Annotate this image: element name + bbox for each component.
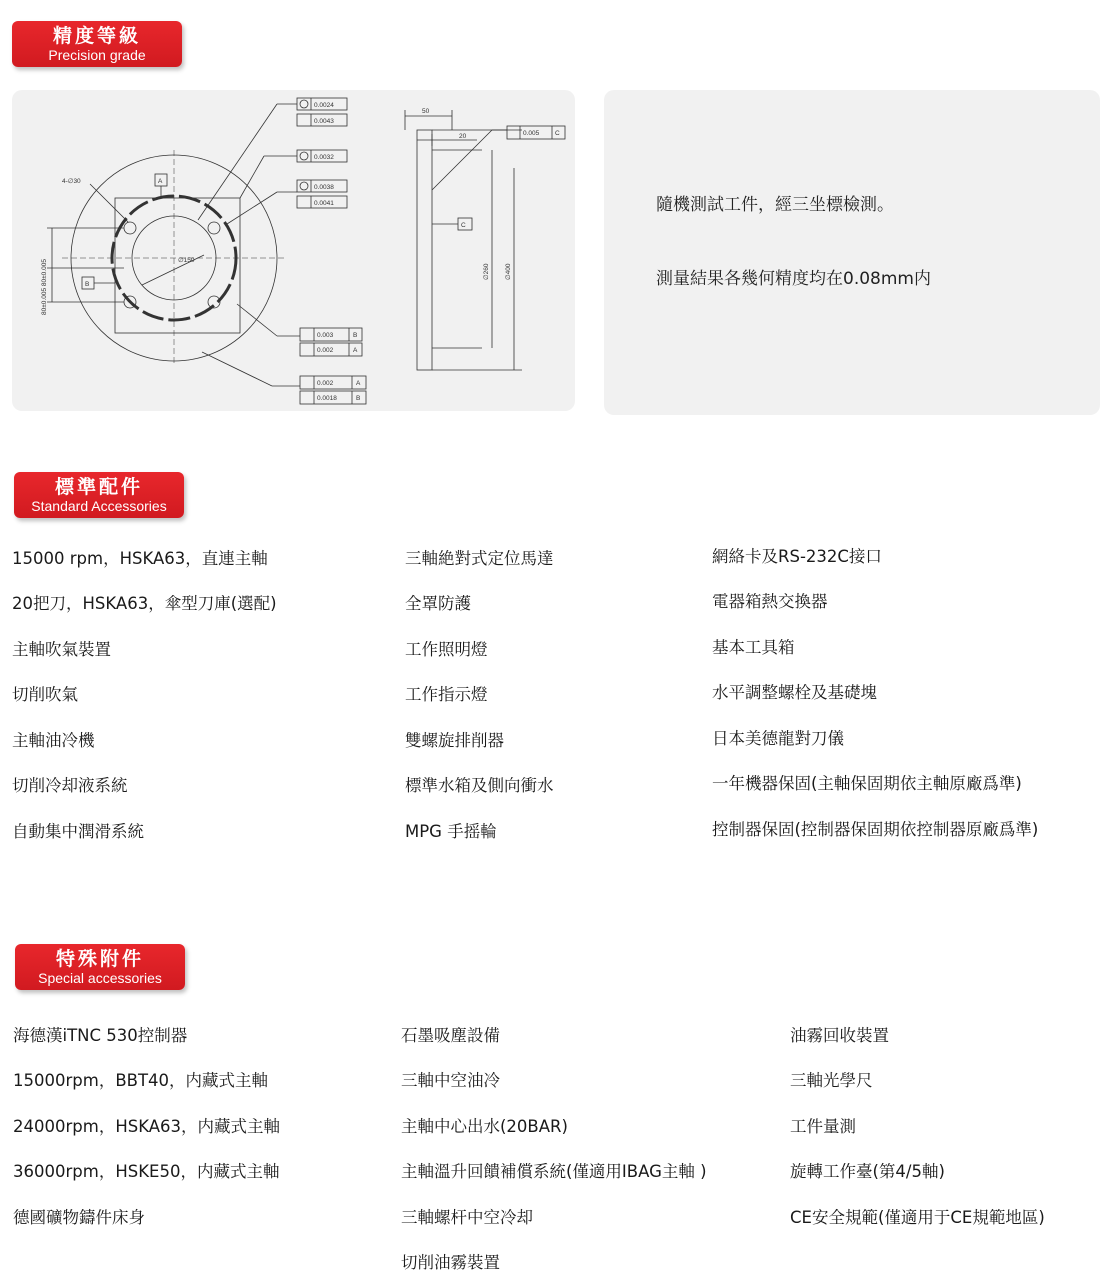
list-item: 一年機器保固(主軸保固期依主軸原廠爲準)	[712, 774, 1022, 793]
tol-value: 0.002	[317, 380, 334, 387]
list-item: 三軸光學尺	[790, 1071, 873, 1090]
section-title-en: Standard Accessories	[31, 498, 167, 514]
drawing-panel	[12, 90, 575, 411]
dim-20: 20	[459, 133, 467, 140]
datum-b-label: B	[85, 281, 90, 288]
list-item: 工作指示燈	[405, 685, 488, 704]
dim-50: 50	[422, 108, 430, 115]
list-item: 標準水箱及側向衝水	[405, 776, 554, 795]
list-item: 切削冷却液系統	[12, 776, 128, 795]
list-item: MPG 手摇輪	[405, 822, 497, 841]
precision-grade-badge	[12, 21, 182, 67]
datum-a-label: A	[158, 178, 163, 185]
datum-ref: A	[353, 347, 358, 354]
tol-value: 0.0038	[314, 184, 334, 191]
section-title-zh: 精度等級	[52, 25, 141, 47]
list-item: 主軸溫升回饋補償系統(僅適用IBAG主軸 )	[401, 1162, 707, 1181]
precision-text-panel	[604, 90, 1100, 415]
tol-value: 0.0018	[317, 395, 337, 402]
list-item: 日本美德龍對刀儀	[712, 729, 844, 748]
datum-ref: B	[353, 332, 358, 339]
section-title-en: Precision grade	[48, 47, 146, 63]
tol-value: 0.002	[317, 347, 334, 354]
list-item: 全罩防護	[405, 594, 471, 613]
list-item: 24000rpm，HSKA63，内藏式主軸	[13, 1117, 281, 1136]
list-item: 海德漢iTNC 530控制器	[13, 1026, 188, 1045]
list-item: 石墨吸塵設備	[401, 1026, 500, 1045]
list-item: 雙螺旋排削器	[405, 731, 504, 750]
list-item: CE安全規範(僅適用于CE規範地區)	[790, 1208, 1045, 1227]
standard-accessories-badge	[14, 472, 184, 518]
list-item: 德國礦物鑄件床身	[13, 1208, 145, 1227]
technical-drawing	[12, 90, 575, 411]
list-item: 36000rpm，HSKE50，内藏式主軸	[13, 1162, 280, 1181]
section-title-zh: 特殊附件	[55, 948, 144, 970]
list-item: 15000rpm，BBT40，内藏式主軸	[13, 1071, 269, 1090]
tol-value: 0.0024	[314, 102, 334, 109]
datum-ref: A	[356, 380, 361, 387]
tol-value: 0.0043	[314, 118, 334, 125]
list-item: 切削吹氣	[12, 685, 78, 704]
list-item: 工作照明燈	[405, 640, 488, 659]
list-item: 自動集中潤滑系統	[12, 822, 144, 841]
list-item: 工件量測	[790, 1117, 856, 1136]
tol-value: 0.0041	[314, 200, 334, 207]
dim-260: ∅260	[483, 263, 490, 280]
precision-line-1: 隨機測試工件，經三坐標檢測。	[656, 195, 894, 215]
list-item: 主軸吹氣裝置	[12, 640, 111, 659]
list-item: 三軸中空油冷	[401, 1071, 500, 1090]
precision-line-2: 測量結果各幾何精度均在0.08mm内	[656, 269, 931, 289]
list-item: 三軸絶對式定位馬達	[405, 549, 554, 568]
bore-label: ∅150	[178, 257, 195, 264]
list-item: 主軸中心出水(20BAR)	[401, 1117, 568, 1136]
list-item: 切削油霧裝置	[401, 1253, 500, 1272]
list-item: 基本工具箱	[712, 638, 795, 657]
list-item: 15000 rpm，HSKA63，直連主軸	[12, 549, 268, 568]
tol-value: 0.005	[523, 130, 540, 137]
section-title-en: Special accessories	[38, 970, 162, 986]
datum-ref: C	[555, 130, 560, 137]
holes-label: 4-∅30	[62, 178, 81, 185]
list-item: 電器箱熱交換器	[712, 592, 828, 611]
tol-value: 0.003	[317, 332, 334, 339]
list-item: 20把刀，HSKA63，傘型刀庫(選配)	[12, 594, 277, 613]
datum-c-label: C	[461, 222, 466, 229]
tol-value: 0.0032	[314, 154, 334, 161]
list-item: 控制器保固(控制器保固期依控制器原廠爲準)	[712, 820, 1039, 839]
list-item: 油霧回收裝置	[790, 1026, 889, 1045]
vertical-dim: 80±0.005 80±0.005	[41, 259, 48, 315]
datum-ref: B	[356, 395, 361, 402]
list-item: 三軸螺杆中空冷却	[401, 1208, 533, 1227]
list-item: 旋轉工作臺(第4/5軸)	[790, 1162, 945, 1181]
dim-400: ∅400	[505, 263, 512, 280]
list-item: 水平調整螺栓及基礎塊	[712, 683, 877, 702]
section-title-zh: 標準配件	[54, 476, 143, 498]
special-accessories-badge	[15, 944, 185, 990]
list-item: 網絡卡及RS-232C接口	[712, 547, 882, 566]
list-item: 主軸油冷機	[12, 731, 95, 750]
